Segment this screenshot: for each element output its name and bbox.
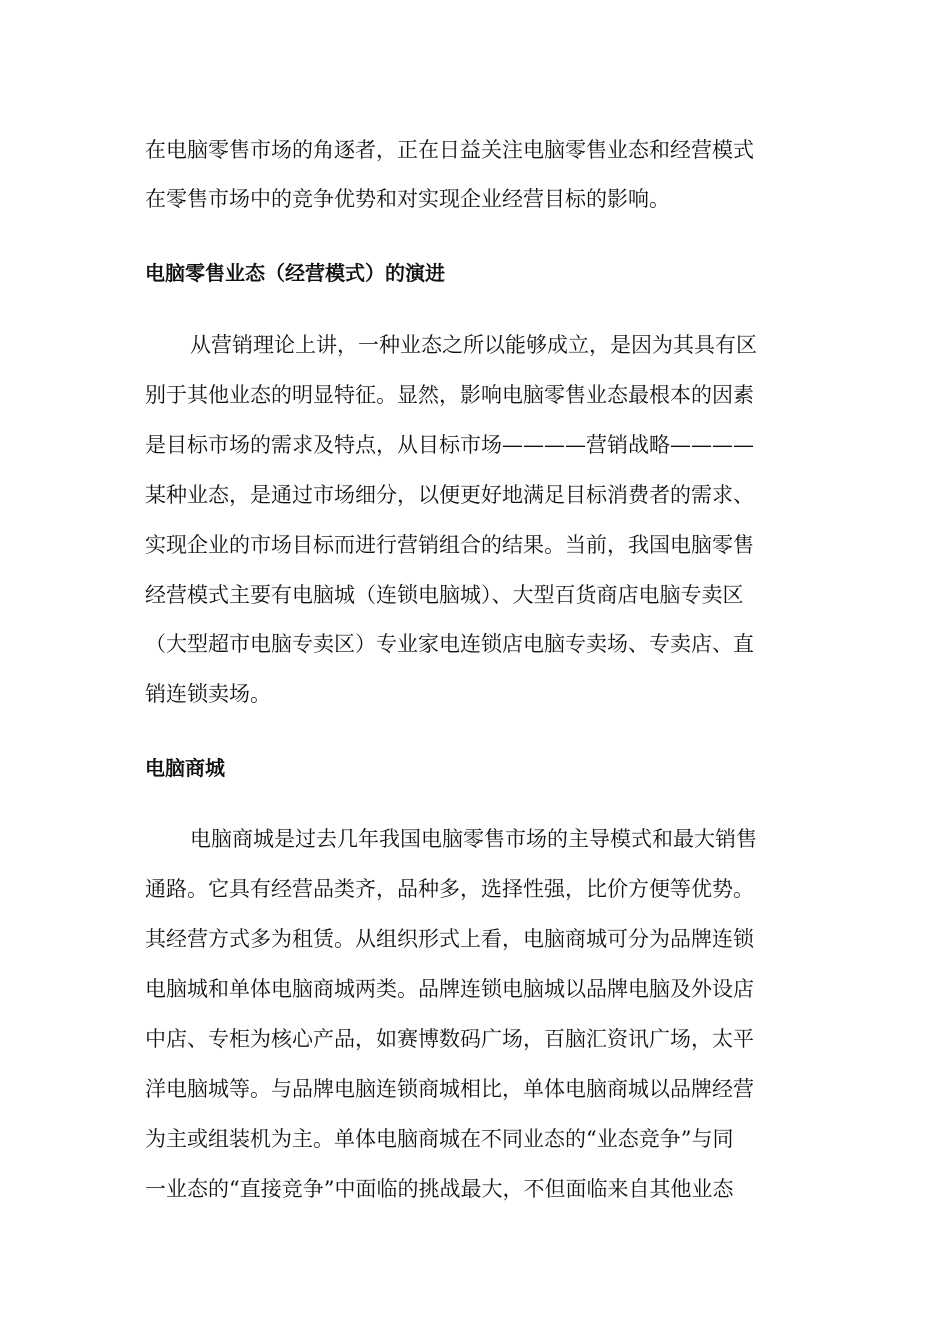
paragraph-line: 一业态的“直接竞争”中面临的挑战最大，不但面临来自其他业态 (145, 1177, 734, 1201)
paragraph-line: 通路。它具有经营品类齐，品种多，选择性强，比价方便等优势。 (145, 877, 754, 901)
paragraph-line: 中店、专柜为核心产品，如赛博数码广场，百脑汇资讯广场，太平 (145, 1027, 754, 1051)
paragraph-line: 为主或组装机为主。单体电脑商城在不同业态的“业态竞争”与同 (145, 1127, 734, 1151)
paragraph-line: 其经营方式多为租赁。从组织形式上看，电脑商城可分为品牌连锁 (145, 927, 754, 951)
paragraph-line: 电脑城和单体电脑商城两类。品牌连锁电脑城以品牌电脑及外设店 (145, 977, 754, 1001)
paragraph-line: 经营模式主要有电脑城（连锁电脑城）、大型百货商店电脑专卖区 (145, 583, 744, 607)
paragraph-line: 某种业态，是通过市场细分，以便更好地满足目标消费者的需求、 (145, 483, 754, 507)
section-heading-computer-mall: 电脑商城 (145, 756, 225, 780)
paragraph-line: 是目标市场的需求及特点，从目标市场————营销战略———— (145, 433, 754, 457)
intro-line-1: 在电脑零售市场的角逐者，正在日益关注电脑零售业态和经营模式 (145, 138, 754, 162)
paragraph-line: 电脑商城是过去几年我国电脑零售市场的主导模式和最大销售 (190, 827, 757, 851)
section-heading-evolution: 电脑零售业态（经营模式）的演进 (145, 261, 445, 285)
paragraph-line: 销连锁卖场。 (145, 682, 271, 706)
paragraph-line: 从营销理论上讲，一种业态之所以能够成立，是因为其具有区 (190, 333, 757, 357)
paragraph-line: 别于其他业态的明显特征。显然，影响电脑零售业态最根本的因素 (145, 383, 754, 407)
intro-line-2: 在零售市场中的竞争优势和对实现企业经营目标的影响。 (145, 187, 670, 211)
paragraph-line: （大型超市电脑专卖区）专业家电连锁店电脑专卖场、专卖店、直 (145, 632, 754, 656)
paragraph-line: 洋电脑城等。与品牌电脑连锁商城相比，单体电脑商城以品牌经营 (145, 1077, 754, 1101)
paragraph-line: 实现企业的市场目标而进行营销组合的结果。当前，我国电脑零售 (145, 533, 754, 557)
